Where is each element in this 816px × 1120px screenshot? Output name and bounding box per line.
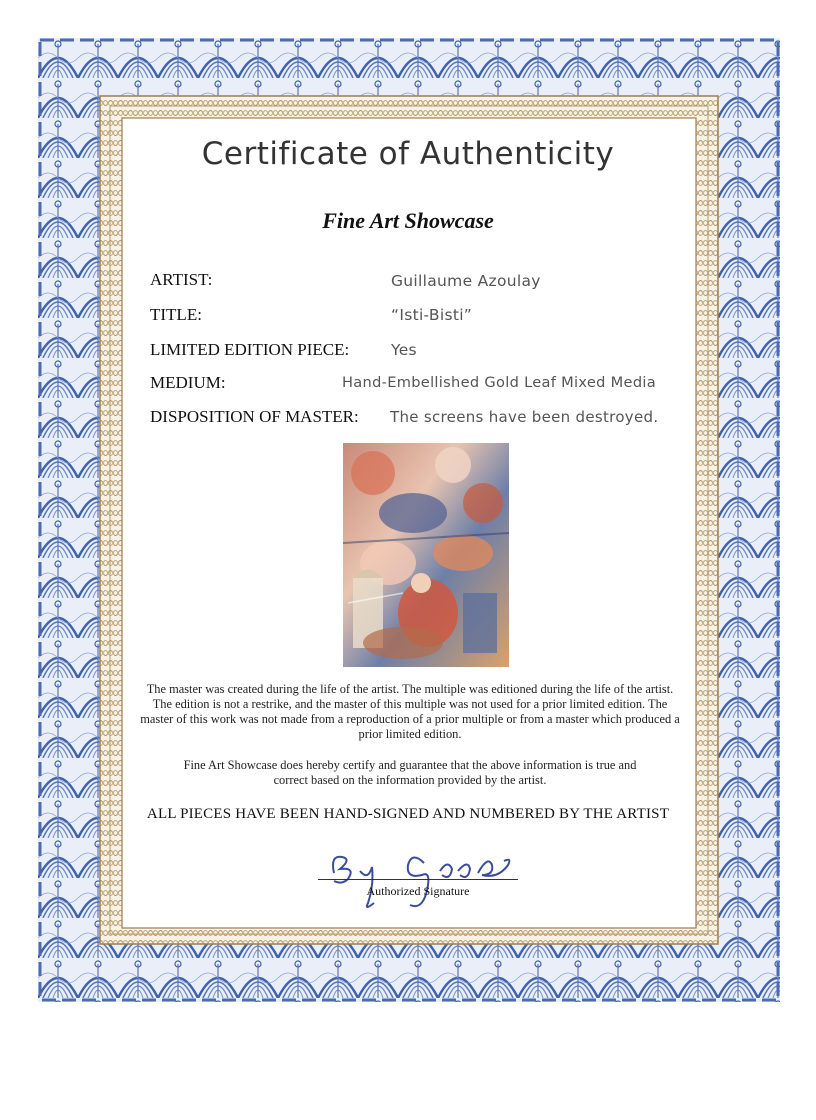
artist-value: Guillaume Azoulay (391, 272, 541, 290)
artwork-image (343, 443, 509, 667)
hand-signed-notice: ALL PIECES HAVE BEEN HAND-SIGNED AND NUMBERED BY THE ARTIST (146, 806, 670, 822)
disposition-value: The screens have been destroyed. (390, 408, 659, 426)
company-name: Fine Art Showcase (322, 208, 494, 233)
edition-statement: The master was created during the life of the artist. The multiple was editioned during the life of the artist. The edition is not a restrike, and the master of this multiple was not used for a prior limited edition. The master of this work was not made from a reproduction of a prior multiple or from a master which produced a prior limited edition. (140, 682, 680, 741)
title-label: TITLE: (150, 305, 202, 324)
medium-label: MEDIUM: (150, 373, 226, 392)
certification-statement: Fine Art Showcase does hereby certify and guarantee that the above information is true and correct based on the information provided by the artist. (183, 758, 637, 787)
title-value: “Isti-Bisti” (391, 306, 473, 324)
signature-scribble (312, 845, 528, 917)
signature-line (318, 879, 518, 880)
limited-edition-value: Yes (391, 341, 417, 359)
signature-label: Authorized Signature (366, 884, 470, 898)
limited-edition-label: LIMITED EDITION PIECE: (150, 340, 350, 359)
artist-label: ARTIST: (150, 270, 213, 289)
disposition-label: DISPOSITION OF MASTER: (150, 407, 359, 426)
medium-value: Hand-Embellished Gold Leaf Mixed Media (342, 374, 656, 391)
certificate-title: Certificate of Authenticity (201, 136, 615, 172)
